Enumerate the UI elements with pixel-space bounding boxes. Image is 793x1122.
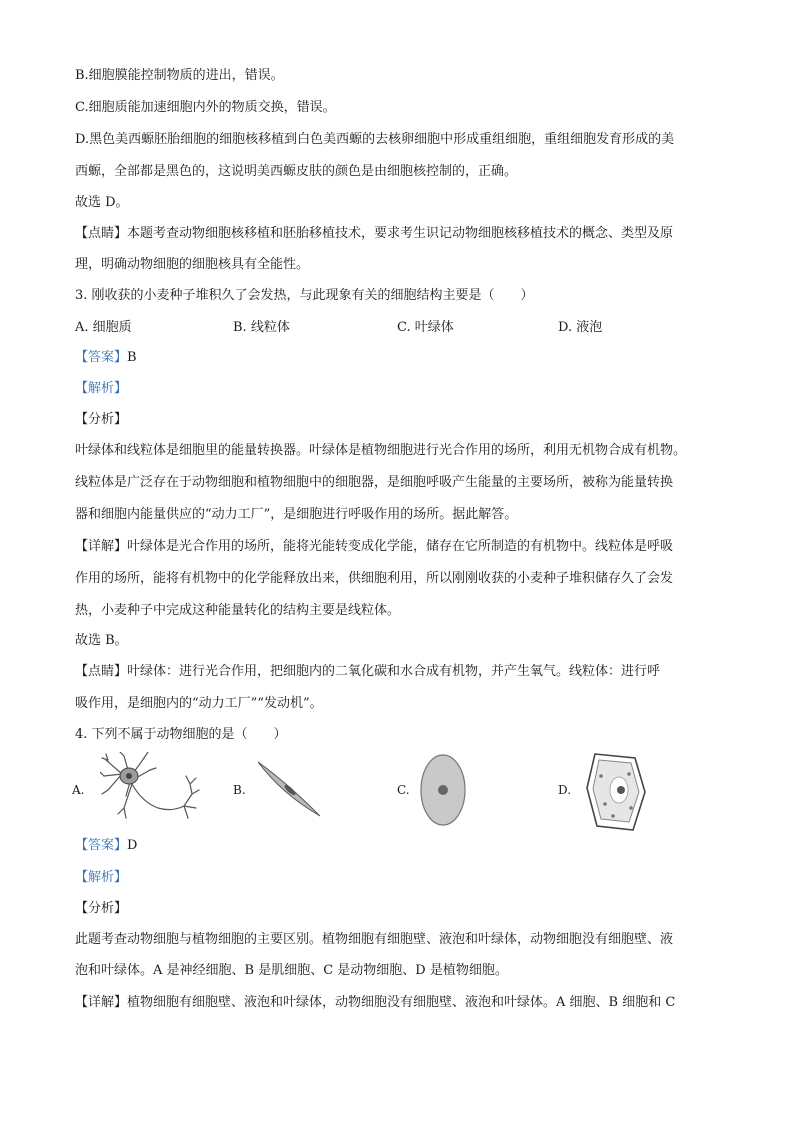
q4-figure-label-a: A. [72,783,85,797]
q4-analysis-heading: 【分析】 [75,901,128,916]
q2-option-d-explanation-line1: D.黑色美西螈胚胎细胞的细胞核移植到白色美西螈的去核卵细胞中形成重组细胞，重组细胞发育形成的美 [75,132,675,147]
q3-analysis-line3: 器和细胞内能量供应的“动力工厂”，是细胞进行呼吸作用的场所。据此解答。 [75,507,518,522]
q4-solution-heading: 【解析】 [75,870,128,885]
muscle-cell-illustration [256,760,322,818]
q3-analysis-heading: 【分析】 [75,412,128,427]
q4-figure-label-d: D. [558,783,572,797]
answer-value: B [127,350,137,365]
q3-option-a: A. 细胞质 [75,320,132,335]
answer-value: D [127,838,138,853]
animal-cell-illustration [418,752,468,828]
q4-detail-line1: 【详解】植物细胞有细胞壁、液泡和叶绿体，动物细胞没有细胞壁、液泡和叶绿体。A 细胞、B 细胞和 C [75,995,676,1010]
q2-tip-line1: 【点睛】本题考查动物细胞核移植和胚胎移植技术，要求考生识记动物细胞核移植技术的概念、类型及原 [75,226,674,241]
q4-analysis-line1: 此题考查动物细胞与植物细胞的主要区别。植物细胞有细胞壁、液泡和叶绿体，动物细胞没有细胞壁、液 [75,932,674,947]
q4-analysis-line2: 泡和叶绿体。A 是神经细胞、B 是肌细胞、C 是动物细胞、D 是植物细胞。 [75,963,508,978]
q3-tip-line2: 吸作用，是细胞内的“动力工厂”“发动机”。 [75,696,323,711]
q4-figure-label-c: C. [397,783,410,797]
q3-analysis-line1: 叶绿体和线粒体是细胞里的能量转换器。叶绿体是植物细胞进行光合作用的场所，利用无机物合成有机物。 [75,443,687,458]
q2-choice: 故选 D。 [75,195,129,210]
q3-tip-line1: 【点睛】叶绿体：进行光合作用，把细胞内的二氧化碳和水合成有机物，并产生氧气。线粒体：进行呼 [75,664,661,679]
q3-option-b: B. 线粒体 [233,320,290,335]
q3-analysis-line2: 线粒体是广泛存在于动物细胞和植物细胞中的细胞器，是细胞呼吸产生能量的主要场所，被称为能量转换 [75,475,674,490]
q4-figure-label-b: B. [233,783,246,797]
q3-detail-line1: 【详解】叶绿体是光合作用的场所，能将光能转变成化学能，储存在它所制造的有机物中。线粒体是呼吸 [75,539,674,554]
q2-option-b-explanation: B.细胞膜能控制物质的进出，错误。 [75,68,284,83]
q2-option-d-explanation-line2: 西螈，全部都是黑色的，这说明美西螈皮肤的颜色是由细胞核控制的，正确。 [75,164,518,179]
q3-choice: 故选 B。 [75,633,128,648]
q4-stem: 4. 下列不属于动物细胞的是（ ） [75,727,287,742]
plant-cell-illustration [585,752,647,832]
q3-detail-line2: 作用的场所，能将有机物中的化学能释放出来，供细胞利用，所以刚刚收获的小麦种子堆积储存久了会发 [75,571,674,586]
neuron-cell-illustration [100,752,200,824]
answer-tag: 【答案】 [75,350,128,365]
q3-stem: 3. 刚收获的小麦种子堆积久了会发热，与此现象有关的细胞结构主要是（ ） [75,288,534,303]
q3-answer [75,348,725,368]
q3-options [75,318,725,338]
q3-option-c: C. 叶绿体 [397,320,454,335]
q2-tip-line2: 理，明确动物细胞的细胞核具有全能性。 [75,257,310,272]
q2-option-c-explanation: C.细胞质能加速细胞内外的物质交换，错误。 [75,100,336,115]
answer-tag: 【答案】 [75,838,128,853]
q4-answer [75,836,725,856]
q3-detail-line3: 热，小麦种子中完成这种能量转化的结构主要是线粒体。 [75,603,401,618]
q3-solution-heading: 【解析】 [75,381,128,396]
q3-option-d: D. 液泡 [558,320,603,335]
